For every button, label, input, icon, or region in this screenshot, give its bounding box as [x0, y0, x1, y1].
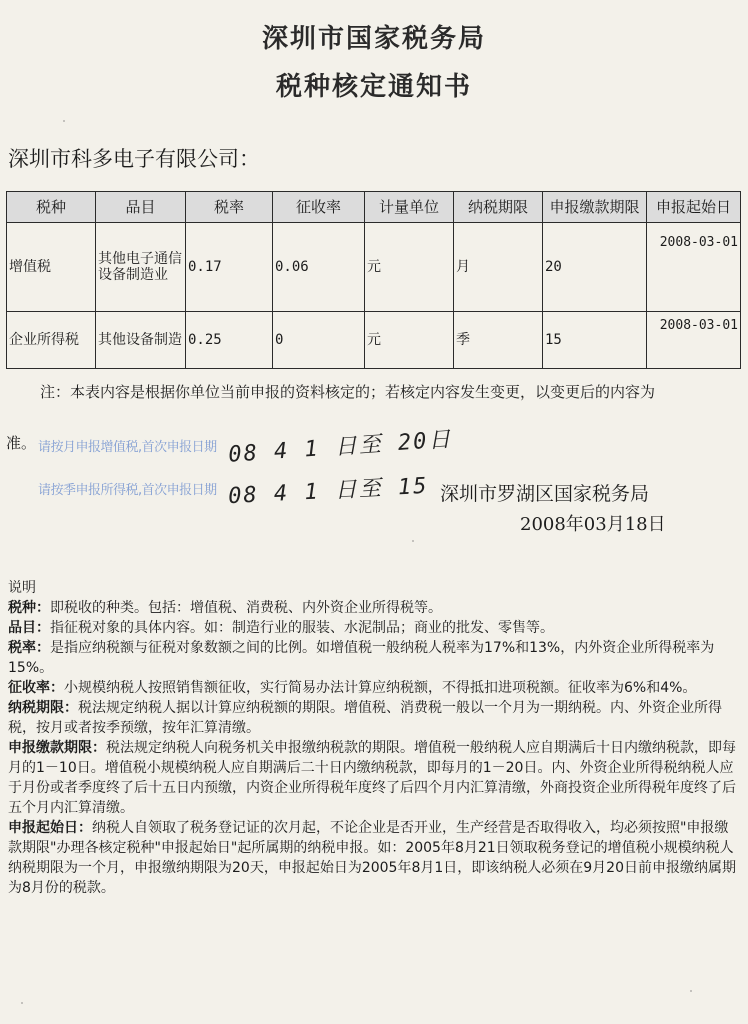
explanation-text: 税法规定纳税人据以计算应纳税额的期限。增值税、消费税一般以一个月为一期纳税。内、外资企业所得税，按月或者按季预缴，按年汇算清缴。: [8, 700, 722, 736]
header-rate: 税率: [186, 192, 273, 223]
explanation-text: 小规模纳税人按照销售额征收，实行简易办法计算应纳税额，不得抵扣进项税额。征收率为6%和4%。: [64, 680, 697, 696]
explanation-text: 税法规定纳税人向税务机关申报缴纳税款的期限。增值税一般纳税人应自期满后十日内缴纳税款，即每月的1－10日。增值税小规模纳税人应自期满后二十日内缴纳税款，即每月的1－20日。内、外资企业所得税纳税人应于月份或者季度终了后十五日内预缴，内资企业所得税年度终了后四个月内汇算清缴，外商投资企业所得税年度终了后五个月内汇算清缴。: [8, 740, 736, 816]
explanation-item: [8, 698, 742, 738]
income-tax-filing-stamp: 请按季申报所得税,首次申报日期: [38, 483, 217, 498]
cell-period: 月: [454, 223, 543, 312]
header-start-date: 申报起始日: [647, 192, 741, 223]
cell-deadline: 20: [543, 223, 647, 312]
table-row: [7, 312, 741, 369]
cell-levy-rate: 0: [273, 312, 365, 369]
cell-unit: 元: [365, 312, 454, 369]
explanation-text: 纳税人自领取了税务登记证的次月起，不论企业是否开业，生产经营是否取得收入，均必须按照"申报缴款期限"办理各核定税种"申报起始日"起所属期的纳税申报。如：2005年8月21日领取税务登记的增值税小规模纳税人纳税期限为一个月，申报缴纳期限为20天，申报起始日为2005年8月1日，即该纳税人必须在9月20日前申报缴纳属期为8月份的税款。: [8, 820, 736, 896]
cell-item: 其他设备制造: [96, 312, 186, 369]
recipient-company: 深圳市科多电子有限公司：: [8, 147, 260, 171]
explanation-text: 指征税对象的具体内容。如：制造行业的服装、水泥制品；商业的批发、零售等。: [50, 620, 554, 636]
note-line1: 注：本表内容是根据你单位当前申报的资料核定的；若核定内容发生变更，以变更后的内容为: [40, 383, 656, 401]
explanation-item: [8, 618, 742, 638]
note-line2: 准。: [6, 434, 37, 452]
scan-speck: [412, 540, 414, 542]
header-levy-rate: 征收率: [273, 192, 365, 223]
cell-rate: 0.25: [186, 312, 273, 369]
cell-start-date: 2008-03-01: [647, 223, 741, 312]
cell-start-date: 2008-03-01: [647, 312, 741, 369]
explanation-label: 申报缴款期限：: [8, 740, 106, 756]
table-header-row: [7, 192, 741, 223]
header-period: 纳税期限: [454, 192, 543, 223]
header-unit: 计量单位: [365, 192, 454, 223]
explanation-item: [8, 678, 742, 698]
explanation-label: 纳税期限：: [8, 700, 78, 716]
explanation-label: 品目：: [8, 620, 50, 636]
handwritten-vat-date: 08 4 1 日至 20日: [227, 427, 454, 468]
explanation-label: 征收率：: [8, 680, 64, 696]
explanation-item: [8, 818, 742, 898]
issuing-authority: 深圳市罗湖区国家税务局: [440, 483, 650, 505]
header-deadline: 申报缴款期限: [543, 192, 647, 223]
explanation-item: [8, 598, 742, 618]
scan-speck: [690, 990, 692, 992]
header-tax-type: 税种: [7, 192, 96, 223]
cell-period: 季: [454, 312, 543, 369]
explanation-text: 是指应纳税额与征税对象数额之间的比例。如增值税一般纳税人税率为17%和13%，内外资企业所得税率为15%。: [8, 640, 715, 676]
cell-tax-type: 增值税: [7, 223, 96, 312]
cell-deadline: 15: [543, 312, 647, 369]
explanation-label: 税率：: [8, 640, 50, 656]
document-title-line2: 税种核定通知书: [275, 72, 472, 102]
handwritten-income-tax-date: 08 4 1 日至 15: [227, 473, 430, 510]
explanation-section: [8, 578, 742, 898]
cell-rate: 0.17: [186, 223, 273, 312]
tax-category-table: [6, 191, 741, 369]
header-item: 品目: [96, 192, 186, 223]
cell-item: 其他电子通信设备制造业: [96, 223, 186, 312]
explanation-item: [8, 638, 742, 678]
vat-filing-stamp: 请按月申报增值税,首次申报日期: [38, 440, 217, 455]
explanation-heading: 说明: [8, 580, 36, 596]
document-title-line1: 深圳市国家税务局: [261, 24, 486, 54]
scan-speck: [21, 1002, 23, 1004]
issue-date: 2008年03月18日: [520, 514, 666, 535]
explanation-text: 即税收的种类。包括：增值税、消费税、内外资企业所得税等。: [50, 600, 442, 616]
table-row: [7, 223, 741, 312]
explanation-item: [8, 738, 742, 818]
explanation-label: 申报起始日：: [8, 820, 92, 836]
cell-levy-rate: 0.06: [273, 223, 365, 312]
scan-speck: [63, 120, 65, 122]
explanation-label: 税种：: [8, 600, 50, 616]
cell-unit: 元: [365, 223, 454, 312]
cell-tax-type: 企业所得税: [7, 312, 96, 369]
